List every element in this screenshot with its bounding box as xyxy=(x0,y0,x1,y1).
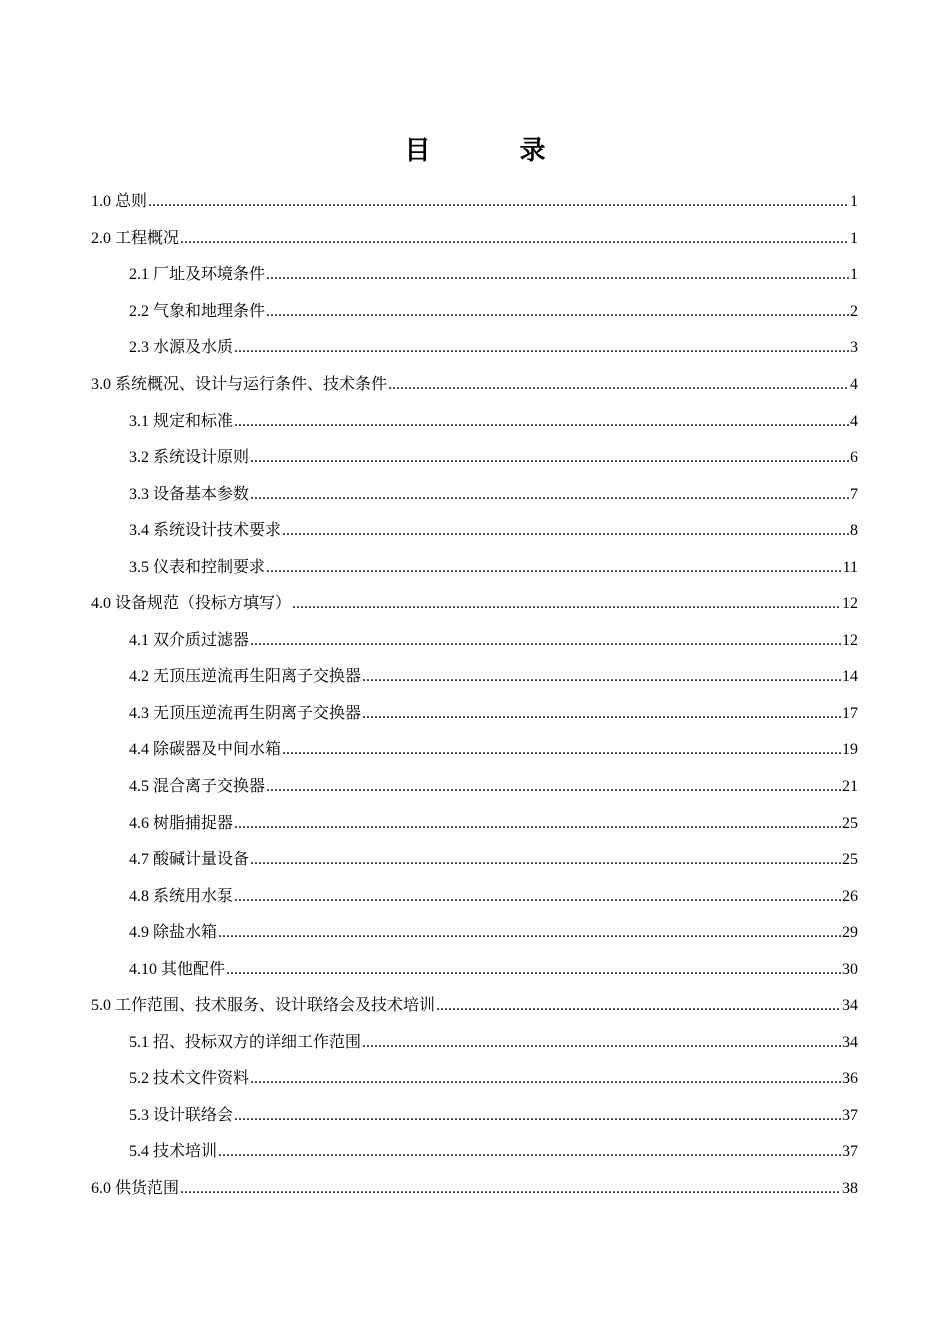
toc-leader-dots xyxy=(266,265,849,285)
toc-entry[interactable] xyxy=(0,367,858,404)
toc-leader-dots xyxy=(436,996,841,1016)
toc-leader-dots xyxy=(388,375,849,395)
toc-entry[interactable] xyxy=(0,915,858,952)
toc-entry[interactable] xyxy=(0,659,858,696)
toc-entry[interactable] xyxy=(0,476,858,513)
toc-entry-label: 5.0 工作范围、技术服务、设计联络会及技术培训 xyxy=(91,997,436,1015)
toc-leader-dots xyxy=(266,558,842,578)
toc-entry[interactable] xyxy=(0,951,858,988)
toc-entry-label: 3.2 系统设计原则 xyxy=(129,449,250,467)
toc-leader-dots xyxy=(282,740,841,760)
toc-entry[interactable] xyxy=(0,732,858,769)
toc-entry-label: 3.1 规定和标准 xyxy=(129,412,234,430)
toc-entry-page-number: 4 xyxy=(850,376,858,393)
toc-entry-page-number: 14 xyxy=(842,668,858,686)
toc-leader-dots xyxy=(250,1069,841,1089)
toc-entry-page-number: 7 xyxy=(850,485,858,503)
toc-leader-dots xyxy=(180,229,849,249)
toc-leader-dots xyxy=(218,1142,841,1162)
toc-entry-label: 4.1 双介质过滤器 xyxy=(129,631,250,649)
toc-entry-label: 4.0 设备规范（投标方填写） xyxy=(91,595,292,613)
toc-entry[interactable] xyxy=(0,805,858,842)
toc-entry-label: 4.5 混合离子交换器 xyxy=(129,778,266,796)
toc-entry-page-number: 29 xyxy=(842,924,858,942)
toc-entry-label: 5.4 技术培训 xyxy=(129,1143,218,1161)
toc-entry[interactable] xyxy=(0,403,858,440)
toc-leader-dots xyxy=(250,485,849,505)
toc-entry-label: 4.4 除碳器及中间水箱 xyxy=(129,741,282,759)
toc-entry-label: 1.0 总则 xyxy=(91,193,148,211)
toc-entry-label: 4.9 除盐水箱 xyxy=(129,924,218,942)
toc-entry-label: 5.3 设计联络会 xyxy=(129,1106,234,1124)
toc-entry-page-number: 12 xyxy=(842,595,858,613)
toc-leader-dots xyxy=(282,521,849,541)
toc-entry-page-number: 3 xyxy=(850,339,858,357)
toc-entry-label: 3.5 仪表和控制要求 xyxy=(129,558,266,576)
toc-entry-label: 4.8 系统用水泵 xyxy=(129,887,234,905)
toc-entry[interactable] xyxy=(0,623,858,660)
toc-entry-page-number: 34 xyxy=(842,997,858,1015)
toc-entry[interactable] xyxy=(0,769,858,806)
toc-entry-label: 2.3 水源及水质 xyxy=(129,339,234,357)
toc-entry[interactable] xyxy=(0,1025,858,1062)
toc-entry-page-number: 25 xyxy=(842,814,858,832)
toc-entry-page-number: 1 xyxy=(850,193,858,211)
page-title: 目 录 xyxy=(404,136,586,166)
toc-leader-dots xyxy=(234,338,849,358)
toc-leader-dots xyxy=(234,412,849,432)
toc-leader-dots xyxy=(266,302,849,322)
toc-leader-dots xyxy=(362,1033,841,1053)
toc-leader-dots xyxy=(180,1179,841,1199)
toc-entry[interactable] xyxy=(0,1134,858,1171)
toc-entry-label: 4.3 无顶压逆流再生阴离子交换器 xyxy=(129,704,362,722)
toc-leader-dots xyxy=(292,594,841,614)
toc-entry-page-number: 12 xyxy=(842,631,858,649)
toc-leader-dots xyxy=(234,887,841,907)
toc-entry[interactable] xyxy=(0,184,858,221)
toc-entry[interactable] xyxy=(0,549,858,586)
toc-entry[interactable] xyxy=(0,440,858,477)
toc-entry-label: 3.3 设备基本参数 xyxy=(129,485,250,503)
toc-entry-page-number: 8 xyxy=(850,522,858,540)
toc-entry[interactable] xyxy=(0,1098,858,1135)
toc-entry-label: 4.6 树脂捕捉器 xyxy=(129,814,234,832)
toc-entry[interactable] xyxy=(0,696,858,733)
toc-entry-page-number: 1 xyxy=(850,266,858,284)
toc-entry[interactable] xyxy=(0,842,858,879)
toc-entry-page-number: 2 xyxy=(850,302,858,320)
toc-entry-page-number: 11 xyxy=(842,558,858,576)
toc-entry-label: 3.4 系统设计技术要求 xyxy=(129,522,282,540)
toc-entry-label: 4.7 酸碱计量设备 xyxy=(129,851,250,869)
toc-leader-dots xyxy=(362,667,841,687)
toc-leader-dots xyxy=(234,1106,841,1126)
toc-leader-dots xyxy=(218,923,841,943)
toc-entry[interactable] xyxy=(0,257,858,294)
toc-leader-dots xyxy=(148,192,849,212)
toc-entry-label: 4.2 无顶压逆流再生阳离子交换器 xyxy=(129,668,362,686)
toc-leader-dots xyxy=(266,777,841,797)
toc-entry[interactable] xyxy=(0,294,858,331)
toc-entry[interactable] xyxy=(0,878,858,915)
toc-entry-page-number: 1 xyxy=(850,229,858,247)
toc-entry[interactable] xyxy=(0,513,858,550)
toc-leader-dots xyxy=(250,448,849,468)
toc-entry-label: 5.2 技术文件资料 xyxy=(129,1070,250,1088)
toc-leader-dots xyxy=(250,850,841,870)
toc-entry[interactable] xyxy=(0,988,858,1025)
toc-entry-page-number: 34 xyxy=(842,1033,858,1051)
toc-leader-dots xyxy=(234,814,841,834)
toc-entry-label: 5.1 招、投标双方的详细工作范围 xyxy=(129,1033,362,1051)
toc-entry[interactable] xyxy=(0,221,858,258)
toc-entry[interactable] xyxy=(0,330,858,367)
toc-entry-label: 3.0 系统概况、设计与运行条件、技术条件 xyxy=(91,376,388,393)
toc-entry-page-number: 36 xyxy=(842,1070,858,1088)
toc-entry-label: 2.0 工程概况 xyxy=(91,229,180,247)
toc-entry-page-number: 30 xyxy=(842,960,858,978)
toc-entry-page-number: 4 xyxy=(850,412,858,430)
toc-leader-dots xyxy=(362,704,841,724)
toc-entry[interactable] xyxy=(0,1171,858,1208)
toc-entry[interactable] xyxy=(0,1061,858,1098)
toc-entry-page-number: 21 xyxy=(842,778,858,796)
toc-entry-label: 4.10 其他配件 xyxy=(129,960,226,978)
toc-entry-page-number: 38 xyxy=(842,1180,858,1198)
toc-entry-page-number: 37 xyxy=(842,1143,858,1161)
toc-entry-page-number: 26 xyxy=(842,887,858,905)
toc-entry-label: 2.2 气象和地理条件 xyxy=(129,302,266,320)
toc-entry-page-number: 17 xyxy=(842,704,858,722)
toc-entry-page-number: 37 xyxy=(842,1106,858,1124)
toc-entry-label: 6.0 供货范围 xyxy=(91,1180,180,1198)
table-of-contents xyxy=(0,184,950,1207)
toc-entry-page-number: 6 xyxy=(850,449,858,467)
toc-leader-dots xyxy=(250,631,841,651)
toc-entry-page-number: 19 xyxy=(842,741,858,759)
toc-entry-page-number: 25 xyxy=(842,851,858,869)
toc-entry[interactable] xyxy=(0,586,858,623)
toc-entry-label: 2.1 厂址及环境条件 xyxy=(129,266,266,284)
toc-leader-dots xyxy=(226,960,841,980)
